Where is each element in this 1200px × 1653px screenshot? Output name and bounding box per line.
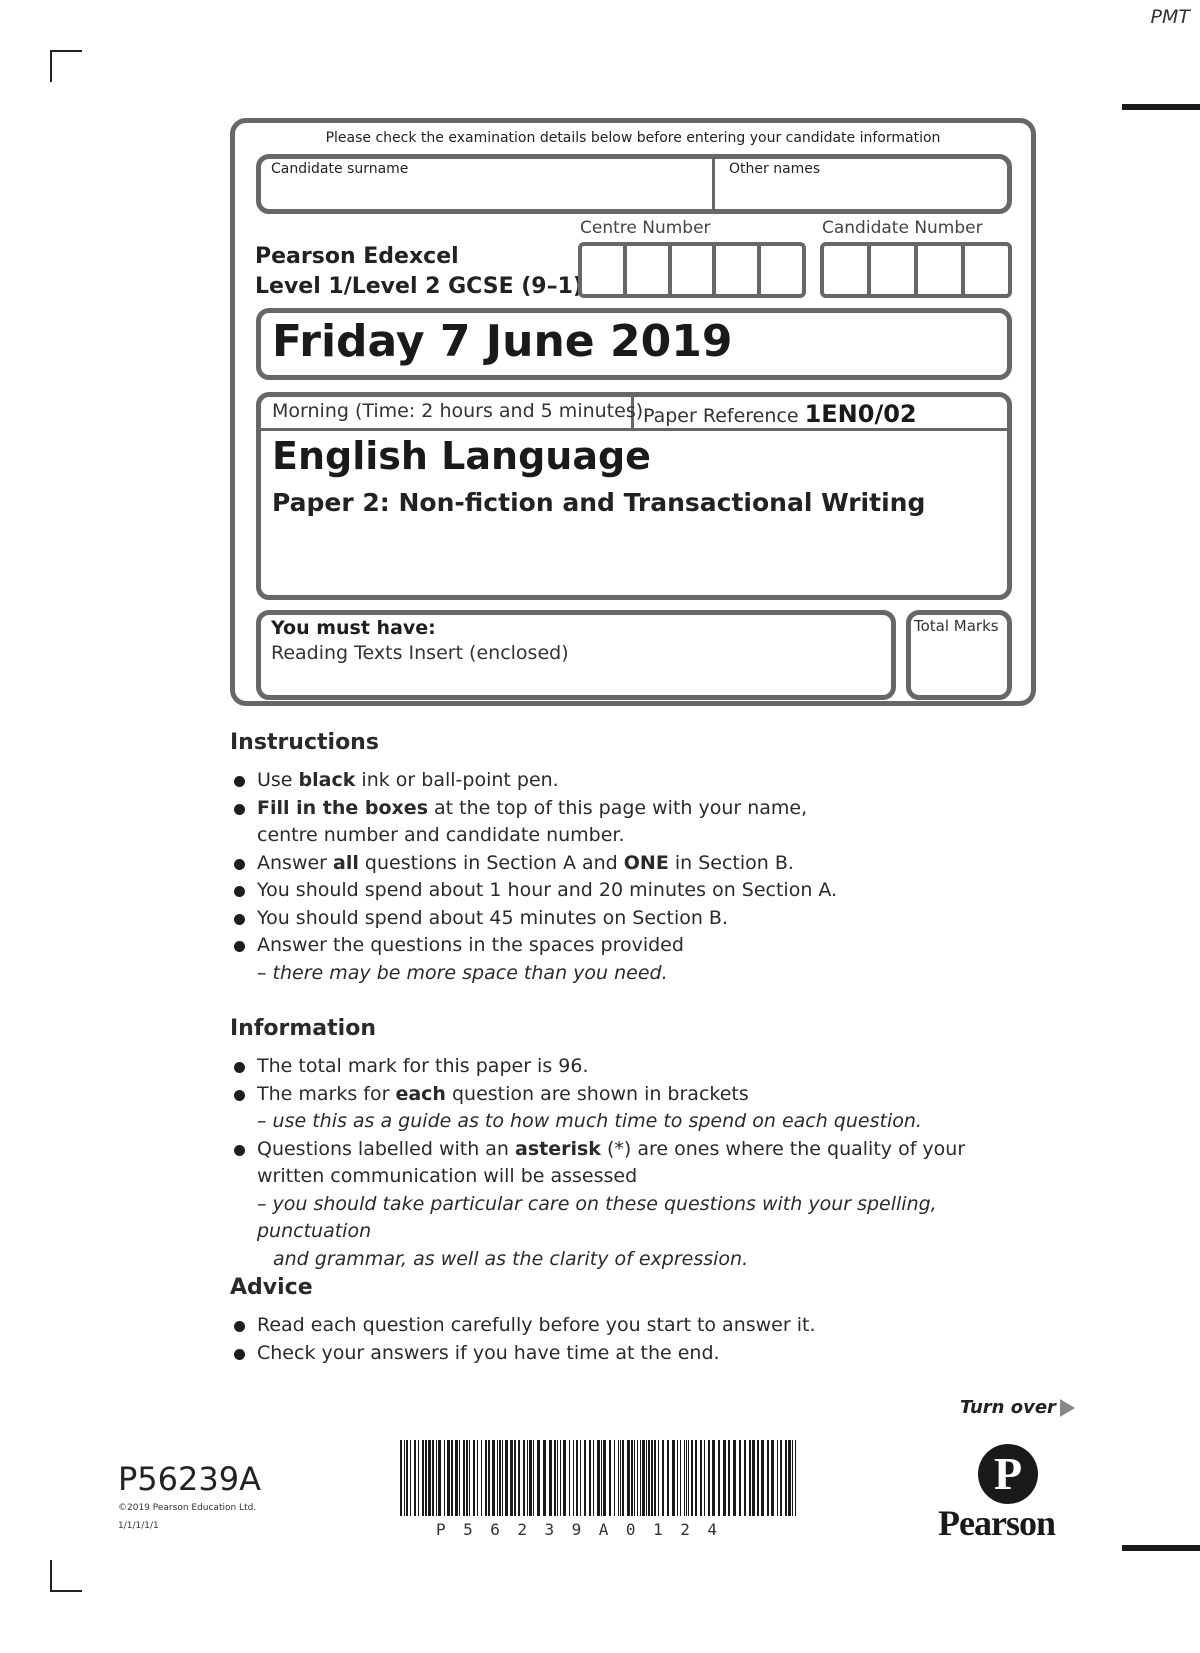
list-item-continuation: – there may be more space than you need. — [257, 961, 668, 984]
corner-tag: PMT — [1150, 6, 1190, 28]
list-item: The total mark for this paper is 96. — [230, 1053, 1030, 1081]
check-notice: Please check the examination details below before entering your candidate information — [325, 130, 941, 146]
centre-digit-box[interactable] — [582, 246, 627, 294]
advice-list — [230, 1312, 1030, 1367]
candidate-surname-field[interactable] — [262, 186, 706, 208]
name-divider — [712, 156, 715, 212]
list-item: You should spend about 45 minutes on Section B. — [230, 905, 1030, 933]
edge-bar-bottom — [1122, 1545, 1200, 1551]
advice-heading: Advice — [230, 1275, 313, 1300]
centre-digit-box[interactable] — [761, 246, 802, 294]
list-item: Use black ink or ball-point pen. — [230, 767, 1030, 795]
list-item: Check your answers if you have time at the end. — [230, 1340, 1030, 1368]
copyright: ©2019 Pearson Education Ltd. — [118, 1503, 257, 1513]
exam-session: Morning (Time: 2 hours and 5 minutes) — [272, 400, 644, 422]
turn-over-label: Turn over — [960, 1397, 1056, 1418]
total-marks-label: Total Marks — [914, 617, 999, 635]
barcode-icon — [400, 1440, 796, 1516]
list-item: Answer all questions in Section A and ONE in Section B. — [230, 850, 1030, 878]
paper-code: P56239A — [118, 1460, 261, 1498]
list-item: Read each question carefully before you start to answer it. — [230, 1312, 1030, 1340]
information-heading: Information — [230, 1016, 376, 1041]
must-have-text: Reading Texts Insert (enclosed) — [271, 642, 569, 664]
subject-divider — [258, 428, 1010, 431]
list-item-continuation: centre number and candidate number. — [257, 824, 625, 846]
list-item: Fill in the boxes at the top of this page with your name, — [230, 795, 1030, 823]
list-item: Questions labelled with an asterisk (*) are ones where the quality of your — [230, 1136, 1030, 1164]
list-item: The marks for each question are shown in brackets — [230, 1081, 1030, 1109]
centre-digit-box[interactable] — [716, 246, 761, 294]
must-have-heading: You must have: — [271, 617, 436, 639]
pearson-logo-letter: P — [993, 1448, 1023, 1499]
exam-date: Friday 7 June 2019 — [272, 316, 733, 367]
centre-digit-box[interactable] — [627, 246, 672, 294]
publisher-wordmark: Pearson — [938, 1503, 1055, 1543]
crop-mark-bottom — [50, 1560, 82, 1592]
candidate-digit-box[interactable] — [965, 246, 1008, 294]
centre-number-boxes — [578, 242, 806, 298]
candidate-digit-box[interactable] — [871, 246, 918, 294]
qualification-level: Level 1/Level 2 GCSE (9–1) — [255, 274, 583, 299]
centre-number-label: Centre Number — [580, 218, 711, 238]
version-code: 1/1/1/1/1 — [118, 1521, 159, 1531]
candidate-surname-label: Candidate surname — [271, 161, 409, 177]
paper-reference-code: 1EN0/02 — [804, 400, 917, 428]
edge-bar-top — [1122, 104, 1200, 110]
information-list — [230, 1053, 1030, 1273]
list-item: Answer the questions in the spaces provided — [230, 932, 1030, 960]
paper-reference-label: Paper Reference — [643, 405, 799, 427]
candidate-number-label: Candidate Number — [822, 218, 983, 238]
subject-title: English Language — [272, 434, 651, 478]
paper-title: Paper 2: Non-fiction and Transactional Writing — [272, 488, 926, 517]
instructions-heading: Instructions — [230, 730, 379, 755]
list-item: You should spend about 1 hour and 20 minutes on Section A. — [230, 877, 1030, 905]
exam-board: Pearson Edexcel — [255, 244, 459, 269]
crop-mark-top — [50, 50, 82, 82]
other-names-label: Other names — [729, 161, 821, 177]
list-item-continuation: written communication will be assessed — [257, 1165, 638, 1187]
list-item-continuation: – you should take particular care on these questions with your spelling, punctuation — [257, 1192, 937, 1242]
candidate-number-boxes — [820, 242, 1012, 298]
other-names-field[interactable] — [720, 186, 1006, 208]
candidate-digit-box[interactable] — [918, 246, 965, 294]
list-item-continuation: – use this as a guide as to how much time to spend on each question. — [257, 1110, 922, 1132]
list-item-continuation: and grammar, as well as the clarity of expression. — [273, 1247, 749, 1270]
centre-digit-box[interactable] — [672, 246, 717, 294]
barcode-text: P56239A0124 — [436, 1520, 735, 1539]
candidate-digit-box[interactable] — [824, 246, 871, 294]
paper-reference — [643, 400, 917, 428]
instructions-list — [230, 767, 1030, 987]
turn-over-arrow-icon — [1060, 1399, 1075, 1417]
